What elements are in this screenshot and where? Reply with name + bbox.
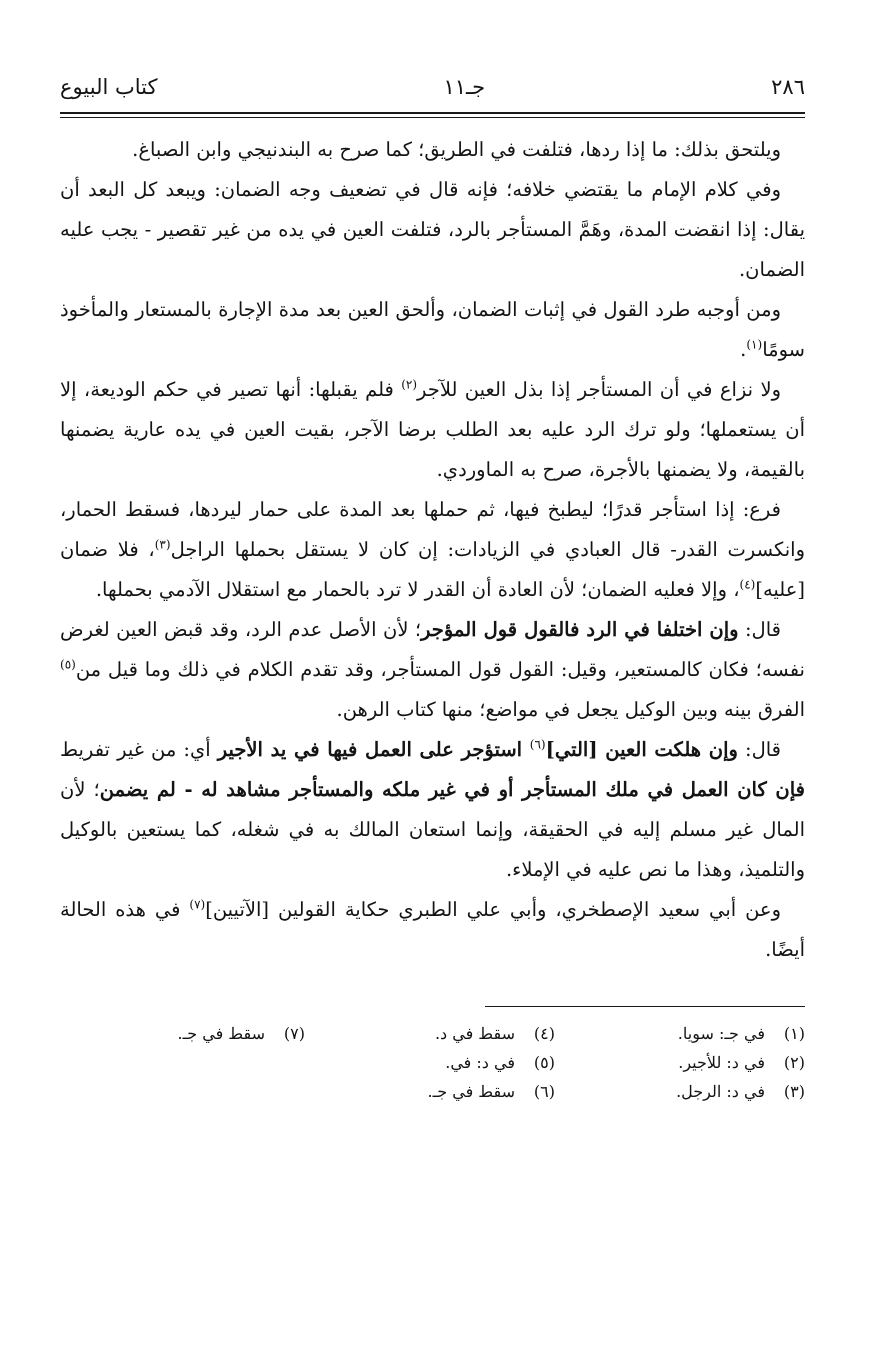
text-run: قال: bbox=[738, 618, 781, 641]
text-run: قال: bbox=[737, 738, 781, 761]
running-title: كتاب البيوع bbox=[60, 75, 158, 99]
footnote-text: في د: الرجل. bbox=[676, 1082, 765, 1101]
footnote-item bbox=[305, 1077, 555, 1106]
book-page bbox=[60, 70, 805, 1106]
text-run: فرع: إذا استأجر قدرًا؛ ليطبخ فيها، ثم حملها بعد المدة على حمار ليردها، فسقط الحمار، وانكسرت القدر- قال العبادي في الزيادات: إن كان لا يستقل بحملها الراجل bbox=[60, 498, 805, 561]
footnote-text: في د: في. bbox=[445, 1053, 515, 1072]
bold-text: استؤجر على العمل فيها في يد الأجير bbox=[217, 738, 530, 761]
volume-label: جـ١١ bbox=[443, 75, 486, 99]
footnote-marker: (٤) bbox=[739, 577, 756, 592]
text-run: ولا نزاع في أن المستأجر إذا بذل العين للآجر bbox=[417, 378, 781, 401]
paragraph bbox=[60, 290, 805, 370]
text-run: ؛ لأن المال غير مسلم إليه في الحقيقة، وإنما استعان المالك به في شغله، كما يستعين بالوكيل والتلميذ، وهذا ما نص عليه في الإملاء. bbox=[60, 778, 805, 881]
bold-text: وإن هلكت العين [التي] bbox=[545, 738, 738, 761]
text-run: الفرق بينه وبين الوكيل يجعل في مواضع؛ منها كتاب الرهن. bbox=[336, 698, 805, 721]
footnote-item bbox=[555, 1077, 805, 1106]
main-text bbox=[60, 130, 805, 970]
footnote-text: سقط في د. bbox=[434, 1024, 515, 1043]
text-run: ومن أوجبه طرد القول في إثبات الضمان، وألحق العين بعد مدة الإجارة بالمستعار والمأخوذ سومًا bbox=[60, 298, 805, 361]
text-run: ويلتحق بذلك: ما إذا ردها، فتلفت في الطريق؛ كما صرح به البندنيجي وابن الصباغ. bbox=[132, 138, 781, 161]
footnote-item bbox=[305, 1048, 555, 1077]
text-run: وفي كلام الإمام ما يقتضي خلافه؛ فإنه قال في تضعيف وجه الضمان: ويبعد كل البعد أن يقال: إذا انقضت المدة، وهَمَّ المستأجر بالرد، فتلفت العين في يده من غير تقصير - يجب عليه الضمان. bbox=[60, 178, 805, 281]
footnote-separator bbox=[485, 1006, 805, 1007]
header-rule-thin bbox=[60, 117, 805, 118]
text-run: ، فلا ضمان [عليه] bbox=[60, 538, 805, 601]
text-run: ، وإلا فعليه الضمان؛ لأن العادة أن القدر لا ترد بالحمار مع استقلال الآدمي بحملها. bbox=[95, 578, 740, 601]
paragraph bbox=[60, 490, 805, 610]
footnote-marker: (١) bbox=[746, 337, 763, 352]
paragraph bbox=[60, 890, 805, 970]
footnote-number: (٦) bbox=[533, 1082, 555, 1101]
text-run: وعن أبي سعيد الإصطخري، وأبي علي الطبري حكاية القولين [الآتيين] bbox=[205, 898, 781, 921]
footnote-number: (٣) bbox=[783, 1082, 805, 1101]
footnote-marker: (٧) bbox=[189, 897, 206, 912]
footnote-text: سقط في جـ. bbox=[177, 1024, 265, 1043]
footnote-item bbox=[555, 1048, 805, 1077]
footnote-column bbox=[60, 1019, 305, 1106]
footnote-number: (١) bbox=[783, 1024, 805, 1043]
text-run: في هذه الحالة أيضًا. bbox=[60, 898, 805, 961]
bold-text: وإن اختلفا في الرد فالقول قول المؤجر bbox=[421, 618, 739, 641]
footnote-number: (٥) bbox=[533, 1053, 555, 1072]
paragraph bbox=[60, 170, 805, 290]
footnote-number: (٤) bbox=[533, 1024, 555, 1043]
footnote-marker: (٢) bbox=[401, 377, 418, 392]
footnote-text: في د: للأجير. bbox=[678, 1053, 765, 1072]
footnote-number: (٧) bbox=[283, 1024, 305, 1043]
footnote-item bbox=[555, 1019, 805, 1048]
paragraph bbox=[60, 610, 805, 730]
footnote-marker: (٥) bbox=[60, 657, 76, 672]
footnote-item bbox=[60, 1019, 305, 1048]
paragraph bbox=[60, 370, 805, 490]
footnote-text: في جـ: سويا. bbox=[677, 1024, 765, 1043]
page-header bbox=[60, 70, 805, 102]
text-run: فلم يقبلها: أنها تصير في حكم الوديعة، إلا أن يستعملها؛ ولو ترك الرد عليه بعد الطلب برضا الآجر، بقيت العين في يده عارية يضمنها بالقيمة، ولا يضمنها بالأجرة، صرح به الماوردي. bbox=[60, 378, 805, 481]
footnote-marker: (٦) bbox=[529, 737, 546, 752]
paragraph bbox=[60, 730, 805, 890]
page-number: ٢٨٦ bbox=[771, 75, 805, 99]
footnote-text: سقط في جـ. bbox=[427, 1082, 515, 1101]
text-run: . bbox=[740, 338, 747, 361]
paragraph bbox=[60, 130, 805, 170]
footnote-column bbox=[305, 1019, 555, 1106]
bold-text: فإن كان العمل في ملك المستأجر أو في غير ملكه والمستأجر مشاهد له - لم يضمن bbox=[99, 778, 806, 801]
footnote-item bbox=[305, 1019, 555, 1048]
footnote-marker: (٣) bbox=[154, 537, 171, 552]
header-rule-thick bbox=[60, 112, 805, 114]
footnotes bbox=[60, 1019, 805, 1106]
footnote-number: (٢) bbox=[783, 1053, 805, 1072]
footnote-column bbox=[555, 1019, 805, 1106]
text-run: أي: من غير تفريط bbox=[60, 738, 218, 761]
text-run: ؛ لأن الأصل عدم الرد، وقد قبض العين لغرض نفسه؛ فكان كالمستعير، وقيل: القول قول المستأجر، وقد تقدم الكلام في ذلك وما قيل من bbox=[60, 618, 805, 681]
